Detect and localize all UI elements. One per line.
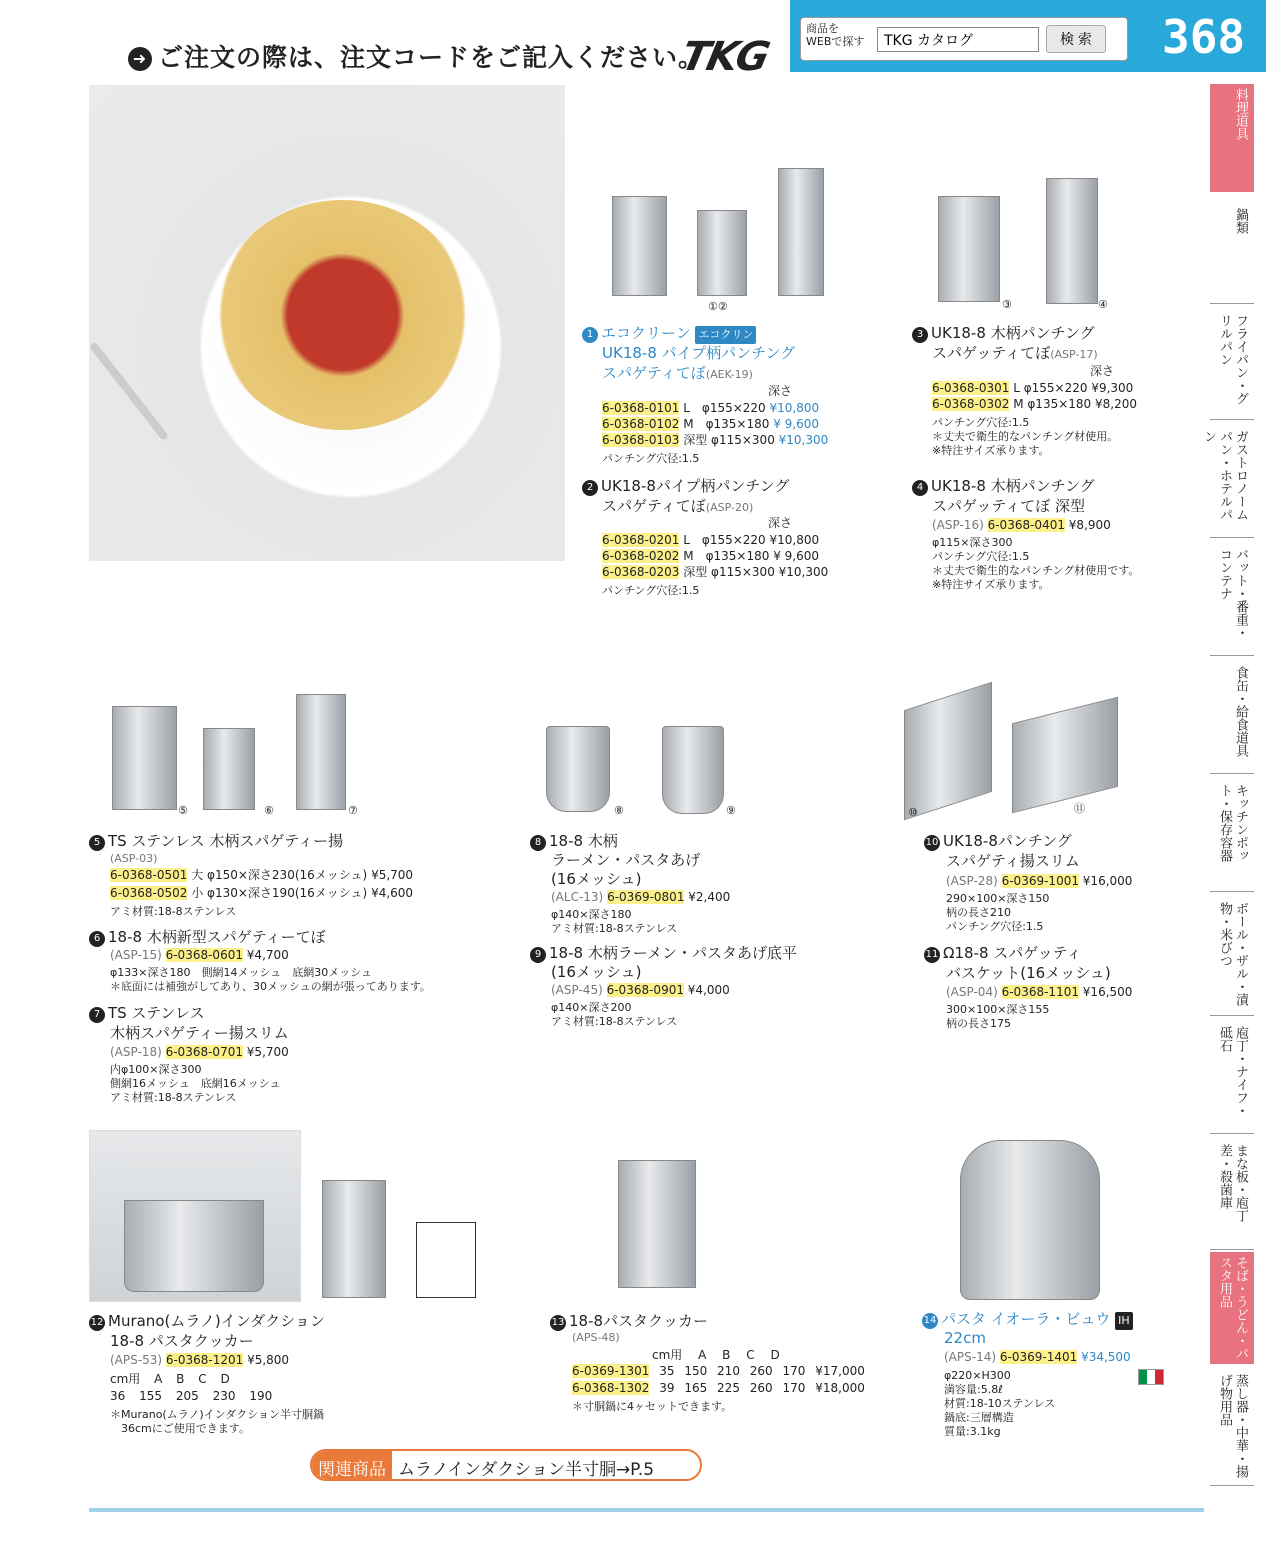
sidebar-item-frypans[interactable]: フライパン・グリルパン bbox=[1210, 310, 1254, 420]
product-11-note: 300×100×深さ155 bbox=[946, 1003, 1050, 1016]
arrow-icon: ➜ bbox=[128, 47, 152, 71]
depth-header: 深さ bbox=[768, 516, 793, 530]
image-label: ⑤ bbox=[178, 804, 188, 817]
sidebar-item-cutting-boards[interactable]: まな板・庖丁差・殺菌庫 bbox=[1210, 1140, 1254, 1250]
product-8-title-3: (16メッシュ) bbox=[551, 870, 642, 888]
table-row: 6-0368-0301 L φ155×220 ¥9,300 bbox=[932, 381, 1134, 395]
product-4-title: 4 UK18-8 木柄パンチング bbox=[912, 477, 1095, 496]
product-13-title: 13 18-8パスタクッカー bbox=[551, 1312, 709, 1330]
sidebar-item-storage[interactable]: キッチンポット・保存容器 bbox=[1210, 780, 1254, 892]
product-10-note: 290×100×深さ150 bbox=[946, 892, 1050, 905]
image-label: ⑧ bbox=[614, 804, 624, 817]
sidebar-item-pasta[interactable]: そば・うどん・パスタ用品 bbox=[1210, 1252, 1254, 1364]
product-8-note: アミ材質:18-8ステンレス bbox=[551, 922, 678, 935]
product-11-title: 11 Ω18-8 スパゲッティ bbox=[925, 944, 1082, 962]
sku-row: (ASP-16) 6-0368-0401 ¥8,900 bbox=[932, 518, 1111, 532]
iora-pot-image bbox=[960, 1140, 1100, 1300]
product-12-note: ＊Murano(ムラノ)インダクション半寸胴鍋 bbox=[110, 1408, 325, 1421]
image-label: ④ bbox=[1098, 298, 1108, 311]
image-label: ①② bbox=[708, 300, 728, 313]
pasta-insert-image bbox=[322, 1180, 386, 1298]
product-3-note: パンチング穴径:1.5 bbox=[932, 416, 1030, 429]
dimension-row: 36 155 205 230 190 bbox=[110, 1389, 273, 1403]
product-14-note: 鍋底:三層構造 bbox=[944, 1411, 1014, 1424]
image-label: ③ bbox=[1002, 298, 1012, 311]
product-1-title: 1 エコクリーン エコクリン bbox=[582, 324, 756, 344]
basket-image-10 bbox=[904, 682, 992, 821]
product-8-title-2: ラーメン・パスタあげ bbox=[551, 851, 701, 869]
product-9-title-2: (16メッシュ) bbox=[551, 963, 642, 981]
product-4-title-2: スパゲッティてぼ 深型 bbox=[932, 497, 1085, 515]
sku-row: (ASP-28) 6-0369-1001 ¥16,000 bbox=[946, 874, 1133, 888]
sku-row: (ASP-18) 6-0368-0701 ¥5,700 bbox=[110, 1045, 289, 1059]
table-row: 6-0368-0302 M φ135×180 ¥8,200 bbox=[932, 397, 1137, 411]
product-10-note: パンチング穴径:1.5 bbox=[946, 920, 1044, 933]
product-7-title: 7 TS ステンレス bbox=[89, 1004, 205, 1023]
italy-flag-icon bbox=[1138, 1369, 1164, 1385]
tkg-logo: TKG bbox=[677, 34, 773, 80]
search-input[interactable] bbox=[877, 27, 1039, 52]
product-7-title-2: 木柄スパゲティー揚スリム bbox=[110, 1024, 289, 1042]
sidebar-item-cooking-tools[interactable]: 料理道具 bbox=[1210, 84, 1254, 192]
product-14-note: φ220×H300 bbox=[944, 1369, 1011, 1382]
search-button[interactable]: 検 索 bbox=[1046, 25, 1106, 53]
sku-row: (ASP-45) 6-0368-0901 ¥4,000 bbox=[551, 983, 730, 997]
sidebar-item-gastronorm[interactable]: ガストロノームパン・ホテルパン bbox=[1210, 426, 1254, 538]
sku-row: (ALC-13) 6-0369-0801 ¥2,400 bbox=[551, 890, 731, 904]
sidebar-item-bowls[interactable]: ボール・ザル・漬物・米びつ bbox=[1210, 898, 1254, 1016]
murano-pot-image bbox=[124, 1200, 264, 1292]
table-row: 6-0368-0101 L φ155×220 ¥10,800 bbox=[602, 401, 820, 415]
related-products-link[interactable] bbox=[310, 1449, 702, 1481]
table-row: 6-0368-0103 深型 φ115×300 ¥10,300 bbox=[602, 433, 829, 447]
image-label: ⑦ bbox=[348, 804, 358, 817]
depth-header: 深さ bbox=[1090, 364, 1115, 378]
tebo-image-1 bbox=[612, 196, 667, 296]
related-tag: 関連商品 bbox=[312, 1451, 392, 1481]
product-7-note: アミ材質:18-8ステンレス bbox=[110, 1091, 237, 1104]
product-4-note: ＊丈夫で衛生的なパンチング材使用です。 bbox=[932, 564, 1140, 577]
spaghetti-meatballs-image bbox=[215, 200, 470, 430]
table-row: 6-0368-1302 39 165 225 260 170 ¥18,000 bbox=[572, 1381, 865, 1395]
tebo-image-3 bbox=[778, 168, 824, 296]
product-14-title-2: 22cm bbox=[944, 1329, 986, 1347]
table-row: 6-0368-0202 M φ135×180 ¥ 9,600 bbox=[602, 549, 819, 563]
tebo-image-4 bbox=[938, 196, 1000, 302]
sidebar-item-pots[interactable]: 鍋類 bbox=[1210, 204, 1254, 304]
product-10-title: 10 UK18-8パンチング bbox=[925, 832, 1072, 850]
product-14-note: 材質:18-10ステンレス bbox=[944, 1397, 1056, 1410]
pasta-cooker-13-image bbox=[618, 1160, 696, 1288]
table-row: 6-0368-0102 M φ135×180 ¥ 9,600 bbox=[602, 417, 819, 431]
table-row: 6-0368-0502 小 φ130×深さ190(16メッシュ) ¥4,600 bbox=[110, 886, 414, 900]
depth-header: 深さ bbox=[768, 384, 793, 398]
ladle-image-9 bbox=[662, 726, 724, 814]
dimension-header: cm用 A B C D bbox=[110, 1372, 230, 1386]
table-row: 6-0369-1301 35 150 210 260 170 ¥17,000 bbox=[572, 1364, 865, 1378]
dimension-diagram bbox=[416, 1222, 476, 1298]
product-3-note: ＊丈夫で衛生的なパンチング材使用。 bbox=[932, 430, 1119, 443]
sidebar-item-steamers[interactable]: 蒸し器・中華・揚げ物用品 bbox=[1210, 1370, 1254, 1486]
basket-image-6 bbox=[203, 728, 255, 810]
product-5-code: (ASP-03) bbox=[110, 852, 158, 865]
product-1-title-2: UK18-8 パイプ柄パンチング bbox=[602, 344, 796, 362]
sku-row: (APS-14) 6-0369-1401 ¥34,500 bbox=[944, 1350, 1131, 1364]
product-1-note: パンチング穴径:1.5 bbox=[602, 452, 700, 465]
product-5-note: アミ材質:18-8ステンレス bbox=[110, 905, 237, 918]
product-9-note: φ140×深さ200 bbox=[551, 1001, 632, 1014]
page-number: 368 bbox=[1162, 10, 1246, 64]
product-2-title-2: スパゲティてぼ(ASP-20) bbox=[602, 497, 754, 515]
dimension-header: cm用 A B C D bbox=[652, 1348, 780, 1362]
order-notice: ➜ ご注文の際は、注文コードをご記入ください。 bbox=[128, 38, 704, 74]
product-10-title-2: スパゲティ揚スリム bbox=[946, 852, 1080, 870]
product-3-title: 3 UK18-8 木柄パンチング bbox=[912, 324, 1095, 343]
product-12-title: 12 Murano(ムラノ)インダクション bbox=[90, 1312, 325, 1330]
sku-row: (ASP-15) 6-0368-0601 ¥4,700 bbox=[110, 948, 289, 962]
basket-image-11 bbox=[1012, 697, 1118, 813]
basket-image-7 bbox=[296, 694, 346, 810]
product-4-note: パンチング穴径:1.5 bbox=[932, 550, 1030, 563]
product-2-note: パンチング穴径:1.5 bbox=[602, 584, 700, 597]
product-10-note: 柄の長さ210 bbox=[946, 906, 1011, 919]
product-14-note: 満容量:5.8ℓ bbox=[944, 1383, 1003, 1396]
product-4-note: ※特注サイズ承ります。 bbox=[932, 578, 1050, 591]
product-1-title-3: スパゲティてぼ(AEK-19) bbox=[602, 364, 753, 382]
product-9-title: 9 18-8 木柄ラーメン・パスタあげ底平 bbox=[530, 944, 797, 963]
tebo-image-5 bbox=[1046, 178, 1098, 304]
product-14-note: 質量:3.1kg bbox=[944, 1425, 1001, 1438]
ladle-image-8 bbox=[546, 726, 610, 812]
table-row: 6-0368-0203 深型 φ115×300 ¥10,300 bbox=[602, 565, 829, 579]
product-8-note: φ140×深さ180 bbox=[551, 908, 632, 921]
image-label: ⑪ bbox=[1074, 802, 1085, 815]
sidebar-item-knives[interactable]: 庖丁・ナイフ・砥石 bbox=[1210, 1022, 1254, 1134]
product-6-note: ＊底面には補強がしてあり、30メッシュの網が張ってあります。 bbox=[110, 980, 431, 993]
product-6-note: φ133×深さ180 側網14メッシュ 底網30メッシュ bbox=[110, 966, 373, 979]
product-13-code: (APS-48) bbox=[572, 1331, 620, 1344]
eco-badge: エコクリン bbox=[695, 326, 756, 344]
search-label: 商品を WEBで探す bbox=[806, 22, 865, 48]
sidebar-item-vats[interactable]: バット・番重・コンテナ bbox=[1210, 544, 1254, 656]
image-label: ⑩ bbox=[908, 806, 918, 819]
sidebar-item-food-service[interactable]: 食缶・給食道具 bbox=[1210, 662, 1254, 774]
image-label: ⑥ bbox=[264, 804, 274, 817]
bottom-divider bbox=[89, 1508, 1204, 1512]
product-11-title-2: バスケット(16メッシュ) bbox=[946, 964, 1111, 982]
ih-badge: IH bbox=[1115, 1312, 1133, 1330]
sku-row: (ASP-04) 6-0368-1101 ¥16,500 bbox=[946, 985, 1133, 999]
product-12-title-2: 18-8 パスタクッカー bbox=[110, 1332, 254, 1350]
sku-row: (APS-53) 6-0368-1201 ¥5,800 bbox=[110, 1353, 290, 1367]
product-8-title: 8 18-8 木柄 bbox=[530, 832, 618, 851]
product-5-title: 5 TS ステンレス 木柄スパゲティー揚 bbox=[89, 832, 343, 851]
product-9-note: アミ材質:18-8ステンレス bbox=[551, 1015, 678, 1028]
related-text: ムラノインダクション半寸胴→P.5 bbox=[398, 1460, 655, 1480]
tebo-image-2 bbox=[697, 210, 747, 296]
product-6-title: 6 18-8 木柄新型スパゲティーてぼ bbox=[89, 928, 326, 947]
product-3-title-2: スパゲッティてぼ(ASP-17) bbox=[932, 344, 1098, 362]
product-3-note: ※特注サイズ承ります。 bbox=[932, 444, 1050, 457]
product-11-note: 柄の長さ175 bbox=[946, 1017, 1011, 1030]
image-label: ⑨ bbox=[726, 804, 736, 817]
category-sidebar bbox=[1201, 84, 1254, 1504]
product-12-note: 36cmにご使用できます。 bbox=[110, 1422, 250, 1435]
product-14-title: 14 パスタ イオーラ・ビュウ IH bbox=[922, 1310, 1133, 1330]
product-7-note: 側網16メッシュ 底網16メッシュ bbox=[110, 1077, 281, 1090]
product-13-note: ＊寸胴鍋に4ヶセットできます。 bbox=[572, 1400, 733, 1413]
product-7-note: 内φ100×深さ300 bbox=[110, 1063, 202, 1076]
product-4-note: φ115×深さ300 bbox=[932, 536, 1013, 549]
product-2-title: 2 UK18-8パイプ柄パンチング bbox=[582, 477, 789, 496]
table-row: 6-0368-0501 大 φ150×深さ230(16メッシュ) ¥5,700 bbox=[110, 868, 414, 882]
table-row: 6-0368-0201 L φ155×220 ¥10,800 bbox=[602, 533, 820, 547]
basket-image-5 bbox=[112, 706, 177, 810]
